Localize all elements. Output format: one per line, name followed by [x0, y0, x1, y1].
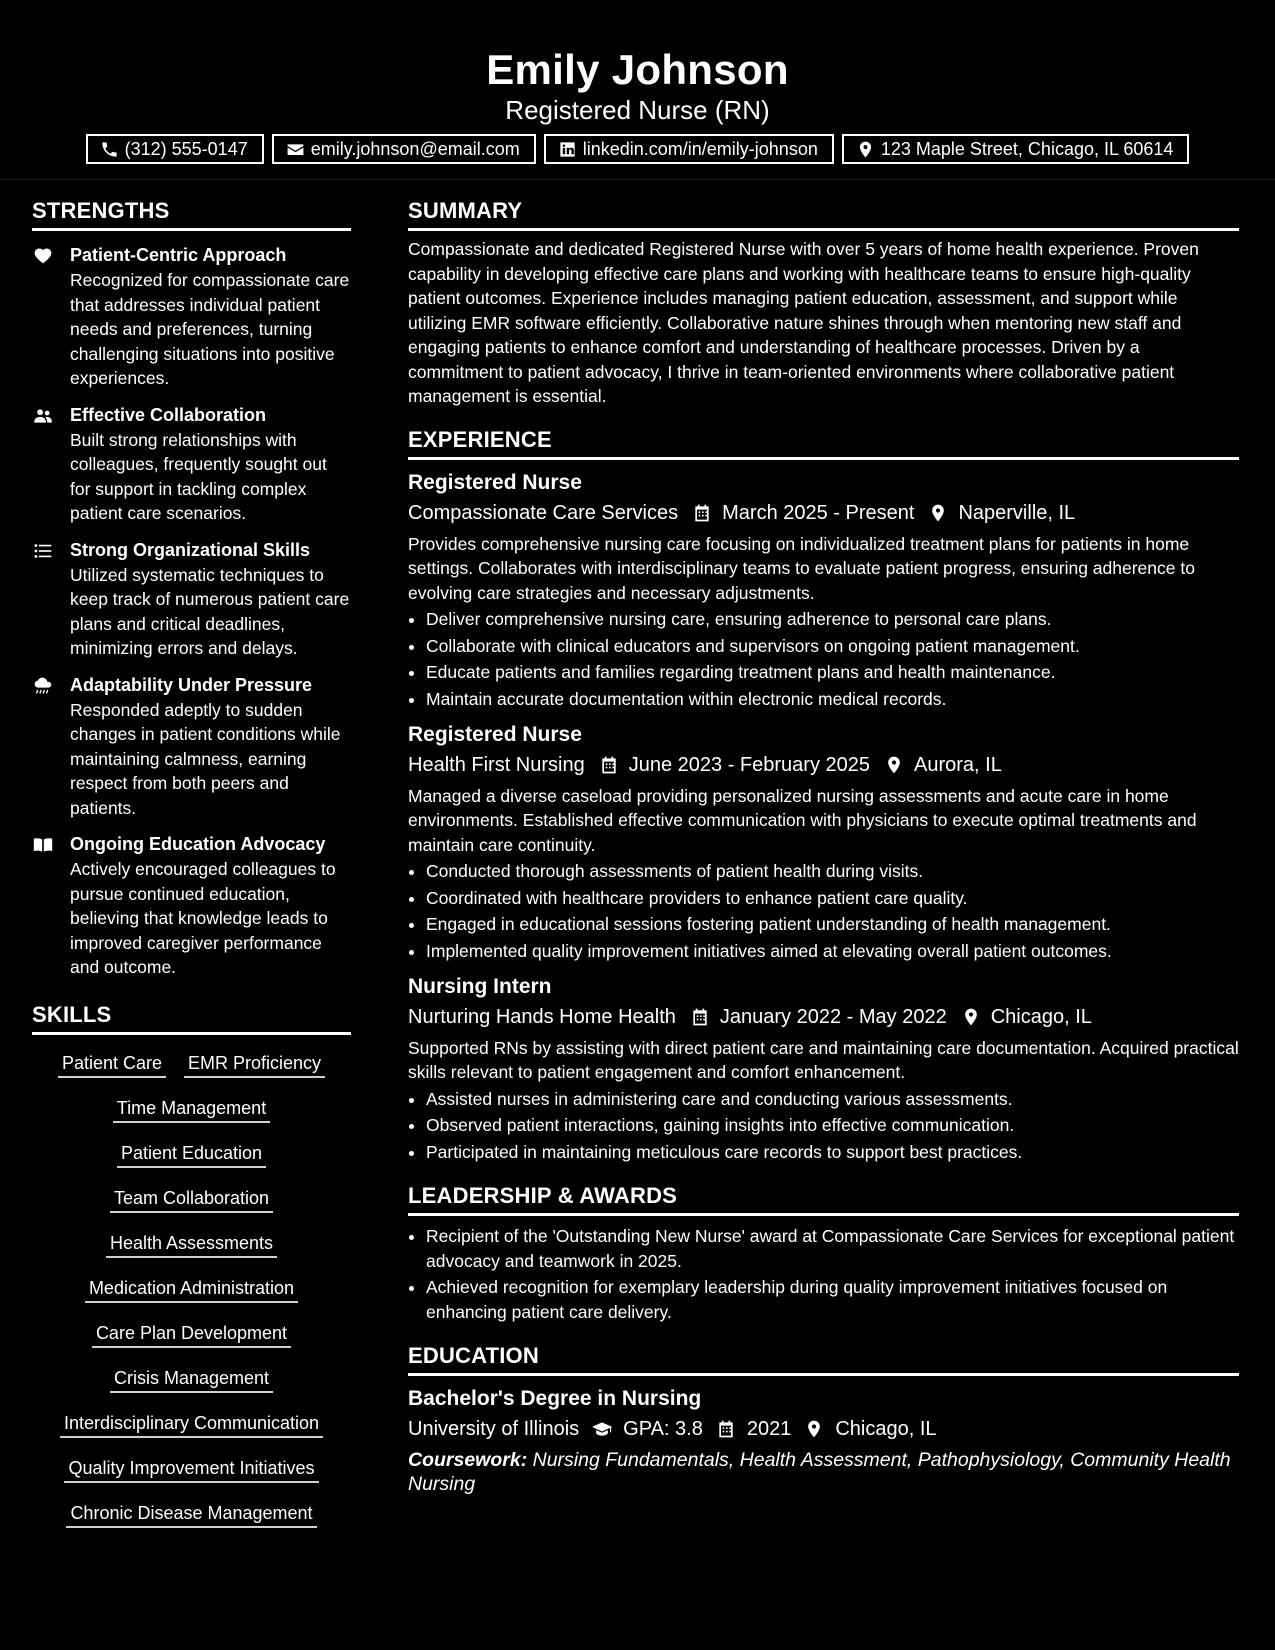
- job-company: Health First Nursing: [408, 753, 585, 776]
- job-bullet: • Participated in maintaining meticulous care records to support best practices.: [426, 1140, 1239, 1165]
- job-bullet: • Implemented quality improvement initiatives aimed at elevating overall patient outcomes.: [426, 939, 1239, 964]
- skills-list: [32, 1050, 351, 1528]
- job-bullet: • Assisted nurses in administering care and conducting various assessments.: [426, 1087, 1239, 1112]
- coursework: [408, 1448, 1239, 1496]
- job-bullet: • Observed patient interactions, gaining insights into effective communication.: [426, 1113, 1239, 1138]
- job-location: Chicago, IL: [990, 1005, 1092, 1028]
- left-column: [32, 196, 351, 1528]
- experience-heading: EXPERIENCE: [408, 425, 1239, 460]
- strength-title: Effective Collaboration: [70, 404, 267, 425]
- skill-tag: Health Assessments: [106, 1230, 277, 1258]
- job-bullet: • Conducted thorough assessments of patient health during visits.: [426, 859, 1239, 884]
- education-heading: EDUCATION: [408, 1341, 1239, 1376]
- candidate-name: Emily Johnson: [486, 46, 789, 93]
- contact-phone[interactable]: [86, 134, 264, 164]
- map-pin-icon: [884, 755, 904, 775]
- graduation-year: 2021: [746, 1418, 792, 1440]
- job-title: Nursing Intern: [408, 974, 552, 998]
- strength-item: [32, 673, 351, 821]
- book-open-icon: [32, 835, 54, 855]
- strength-item: [32, 403, 351, 526]
- job-entry: [408, 720, 1239, 964]
- strength-desc: Responded adeptly to sudden changes in patient conditions while maintaining calmness, earning respect from both peers and patients.: [70, 699, 341, 818]
- strength-title: Ongoing Education Advocacy: [70, 834, 326, 854]
- coursework-label: Coursework:: [408, 1449, 528, 1471]
- skill-tag: Time Management: [113, 1095, 270, 1123]
- skill-tag: Patient Education: [117, 1140, 266, 1168]
- skill-tag: EMR Proficiency: [184, 1050, 325, 1078]
- job-dates: June 2023 - February 2025: [628, 753, 870, 776]
- cloud-rain-icon: [32, 676, 54, 696]
- job-company: Compassionate Care Services: [408, 501, 679, 524]
- right-column: [408, 196, 1239, 1496]
- job-description: Managed a diverse caseload providing personalized nursing assessments and acute care in home environments. Established effective communication with physicians to execute optimal treatments and maintain care continuity.: [408, 785, 1197, 855]
- job-meta: [408, 498, 1239, 528]
- contact-address-text: 123 Maple Street, Chicago, IL 60614: [880, 138, 1174, 159]
- strength-item: [32, 243, 351, 391]
- strength-title: Adaptability Under Pressure: [70, 674, 313, 695]
- contact-email[interactable]: [272, 134, 536, 164]
- candidate-title: Registered Nurse (RN): [505, 95, 770, 125]
- job-bullet: • Engaged in educational sessions fostering patient understanding of health management.: [426, 912, 1239, 937]
- job-meta: [408, 750, 1239, 780]
- skill-tag: Chronic Disease Management: [66, 1500, 316, 1528]
- calendar-icon: [690, 1007, 710, 1027]
- strength-item: [32, 832, 351, 980]
- job-bullets: [408, 1087, 1239, 1165]
- contact-email-text: emily.johnson@email.com: [310, 138, 520, 159]
- contact-phone-text: (312) 555-0147: [124, 138, 248, 159]
- map-pin-icon: [928, 503, 948, 523]
- strength-desc: Built strong relationships with colleagues, frequently sought out for support in tackling complex patient care scenarios.: [70, 429, 327, 523]
- job-bullet: • Coordinated with healthcare providers to enhance patient care quality.: [426, 886, 1239, 911]
- award-item: • Achieved recognition for exemplary leadership during quality improvement initiatives focused on enhancing patient care delivery.: [426, 1275, 1239, 1325]
- list-icon: [32, 541, 54, 561]
- contact-bar: [0, 134, 1275, 164]
- contact-linkedin[interactable]: [544, 134, 834, 164]
- calendar-icon: [715, 1419, 737, 1439]
- map-pin-icon: [856, 140, 875, 159]
- job-bullet: • Deliver comprehensive nursing care, ensuring adherence to personal care plans.: [426, 607, 1239, 632]
- strengths-list: [32, 243, 351, 980]
- map-pin-icon: [961, 1007, 981, 1027]
- job-description: Provides comprehensive nursing care focusing on individualized treatment plans for patients in home settings. Collaborates with interdisciplinary teams to evaluate patient progress, ensuring adherence to evolving care strategies and necessary adjustments.: [408, 533, 1195, 603]
- strength-desc: Utilized systematic techniques to keep track of numerous patient care plans and critical deadlines, minimizing errors and delays.: [70, 564, 350, 658]
- phone-icon: [100, 140, 119, 159]
- strength-item: [32, 538, 351, 661]
- job-bullet: • Collaborate with clinical educators and supervisors on ongoing patient management.: [426, 634, 1239, 659]
- map-pin-icon: [803, 1419, 825, 1439]
- job-title: Registered Nurse: [408, 722, 582, 746]
- skill-tag: Team Collaboration: [110, 1185, 273, 1213]
- school-name: University of Illinois: [408, 1418, 580, 1440]
- summary-text: Compassionate and dedicated Registered Nurse with over 5 years of home health experience. Proven capability in developing effective care plans and working with healthcare teams to ensure high-quality patient outcomes. Experience includes managing patient education, assessment, and support while utilizing EMR software efficiently. Collaborative nature shines through when mentoring new staff and engaging patients to enhance comfort and understanding of healthcare processes. Driven by a commitment to patient advocacy, I thrive in team-oriented environments where collaborative patient management is essential.: [408, 239, 1199, 406]
- coursework-text: Nursing Fundamentals, Health Assessment, Pathophysiology, Community Health Nursing: [408, 1449, 1231, 1495]
- users-icon: [32, 406, 54, 426]
- job-bullet: • Educate patients and families regarding treatment plans and health maintenance.: [426, 660, 1239, 685]
- job-title: Registered Nurse: [408, 470, 582, 494]
- job-location: Naperville, IL: [958, 501, 1076, 524]
- job-bullet: • Maintain accurate documentation within electronic medical records.: [426, 687, 1239, 712]
- heart-icon: [32, 246, 54, 266]
- contact-linkedin-text: linkedin.com/in/emily-johnson: [582, 138, 818, 159]
- school-location: Chicago, IL: [835, 1418, 937, 1440]
- job-meta: [408, 1002, 1239, 1032]
- job-bullets: [408, 859, 1239, 964]
- skill-tag: Medication Administration: [85, 1275, 298, 1303]
- award-item: • Recipient of the 'Outstanding New Nurse' award at Compassionate Care Services for exceptional patient advocacy and teamwork in 2025.: [426, 1224, 1239, 1274]
- skills-heading: SKILLS: [32, 1000, 351, 1035]
- gpa: GPA: 3.8: [623, 1418, 703, 1440]
- graduation-cap-icon: [591, 1419, 613, 1439]
- linkedin-icon: [558, 140, 577, 159]
- contact-address[interactable]: [842, 134, 1190, 164]
- job-company: Nurturing Hands Home Health: [408, 1005, 676, 1028]
- job-location: Aurora, IL: [914, 753, 1002, 776]
- awards-heading: LEADERSHIP & AWARDS: [408, 1181, 1239, 1216]
- job-bullets: [408, 607, 1239, 712]
- strength-desc: Recognized for compassionate care that addresses individual patient needs and preferences, turning challenging situations into positive experiences.: [70, 270, 350, 388]
- education-meta: [408, 1414, 1239, 1444]
- skill-tag: Quality Improvement Initiatives: [64, 1455, 318, 1483]
- strength-desc: Actively encouraged colleagues to pursue continued education, believing that knowledge leads to improved caregiver performance and outcome.: [70, 859, 336, 977]
- job-description: Supported RNs by assisting with direct patient care and maintaining care documentation. Acquired practical skills relevant to patient engagement and comfort enhancement.: [408, 1037, 1239, 1082]
- awards-list: [408, 1224, 1239, 1326]
- degree-title: Bachelor's Degree in Nursing: [408, 1387, 702, 1410]
- job-entry: [408, 972, 1239, 1165]
- calendar-icon: [599, 755, 619, 775]
- strength-title: Strong Organizational Skills: [70, 539, 311, 560]
- strength-title: Patient-Centric Approach: [70, 245, 287, 265]
- job-dates: January 2022 - May 2022: [719, 1005, 947, 1028]
- skill-tag: Patient Care: [58, 1050, 166, 1078]
- skill-tag: Crisis Management: [110, 1365, 273, 1393]
- job-dates: March 2025 - Present: [722, 501, 915, 524]
- skill-tag: Interdisciplinary Communication: [60, 1410, 323, 1438]
- calendar-icon: [692, 503, 712, 523]
- resume-header: [0, 0, 1275, 180]
- skill-tag: Care Plan Development: [92, 1320, 291, 1348]
- strengths-heading: STRENGTHS: [32, 196, 351, 231]
- envelope-icon: [286, 140, 305, 159]
- summary-heading: SUMMARY: [408, 196, 1239, 231]
- job-entry: [408, 468, 1239, 712]
